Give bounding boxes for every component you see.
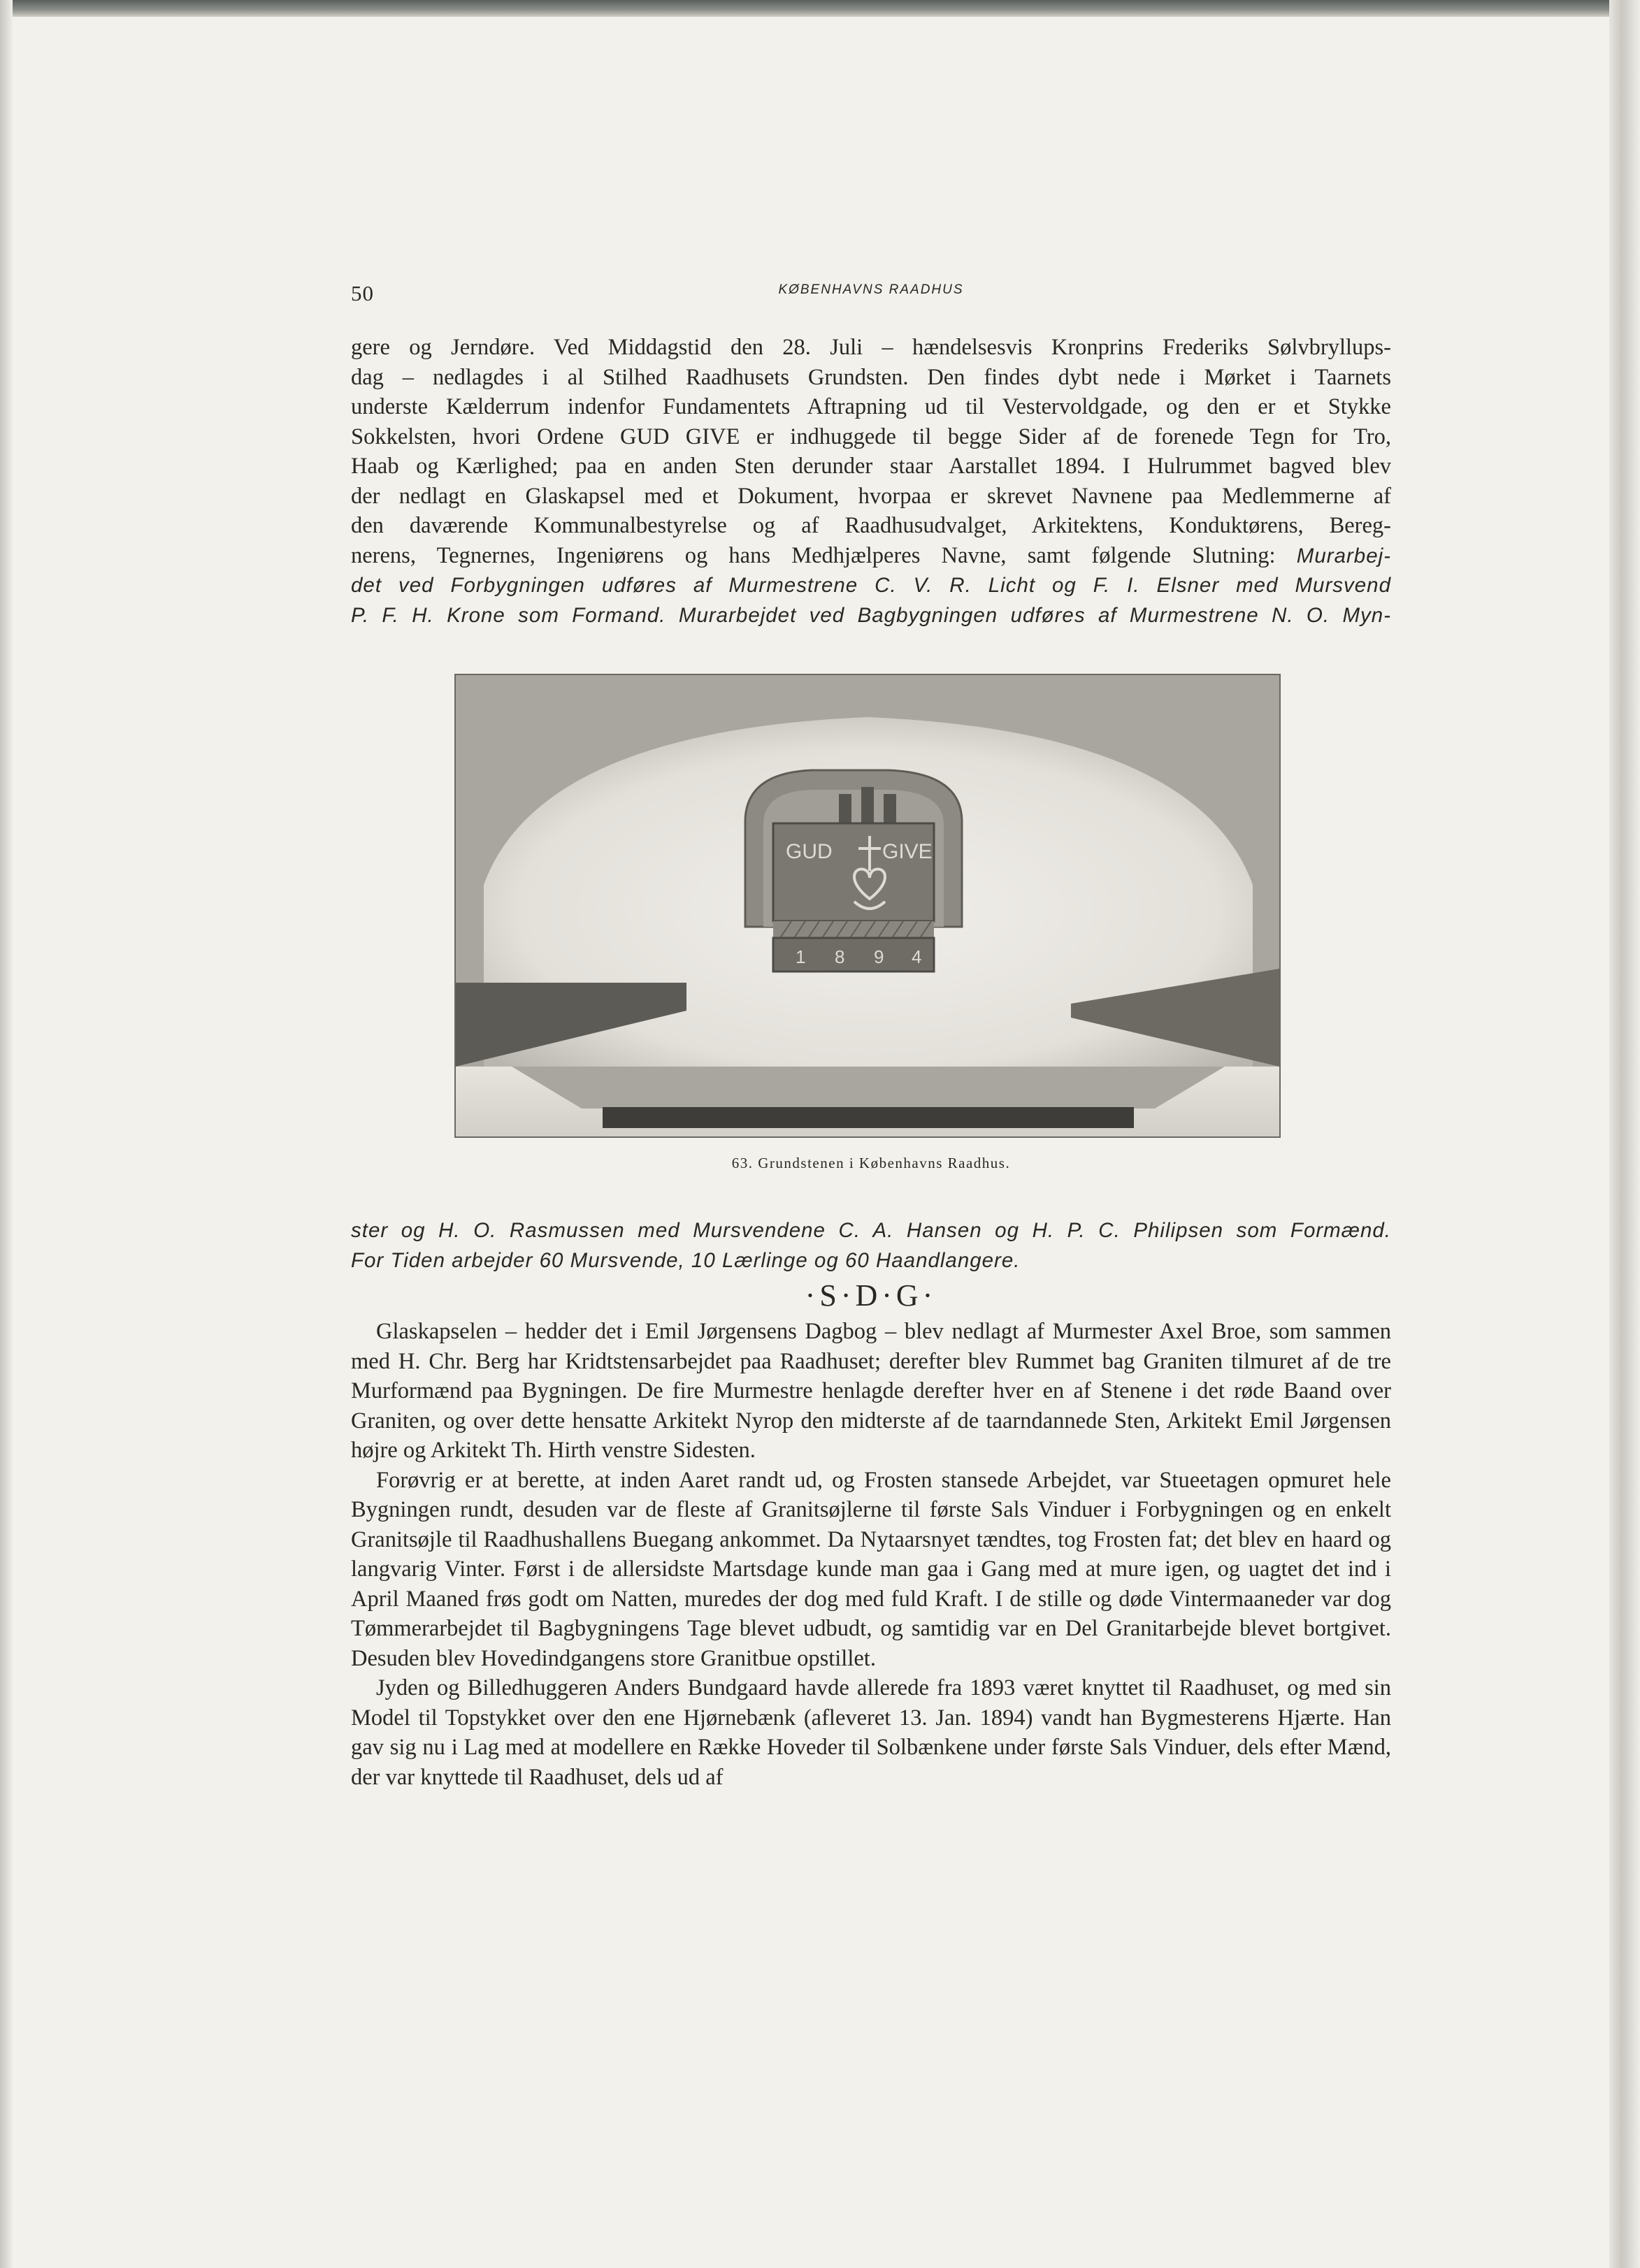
stone-text-right: GIVE	[882, 840, 933, 863]
foundation-stone-photo	[456, 675, 1279, 1136]
text-line: gere og Jerndøre. Ved Middagstid den 28. Juli – hændelsesvis Kronprins Frederiks Sølvbryllups-	[351, 335, 1391, 360]
italic-line: P. F. H. Krone som Formand. Murarbejdet ved Bagbygningen udføres af Murmestrene N. O. Myn-	[351, 603, 1391, 627]
hatched-band	[773, 921, 934, 938]
page-number: 50	[351, 281, 374, 305]
top-paragraph	[351, 333, 1391, 630]
text-line: Haab og Kærlighed; paa en anden Sten derunder staar Aarstallet 1894. I Hulrummet bagved blev	[351, 454, 1391, 479]
running-title: KØBENHAVNS RAADHUS	[778, 282, 964, 297]
text-line: der nedlagt en Glaskapsel med et Dokument, hvorpaa er skrevet Navnene paa Medlemmerne af	[351, 483, 1391, 509]
italic-line: ster og H. O. Rasmussen med Mursvendene C. A. Hansen og H. P. C. Philipsen som Formænd.	[351, 1219, 1391, 1242]
text-line: den daværende Kommunalbestyrelse og af Raadhusudvalget, Arkitektens, Konduktørens, Bereg-	[351, 513, 1391, 538]
text-line: dag – nedlagdes i al Stilhed Raadhusets Grundsten. Den findes dybt nede i Mørket i Taarnets	[351, 364, 1391, 390]
stone-text-left: GUD	[786, 840, 833, 863]
text-line: Sokkelsten, hvori Ordene GUD GIVE er indhuggede til begge Sider af de forenede Tegn for Tro,	[351, 424, 1391, 449]
tower-stone-left	[839, 794, 851, 823]
figure-photo	[454, 674, 1281, 1138]
year-digit: 1	[796, 946, 806, 967]
book-binding-top	[0, 0, 1640, 17]
page-header	[351, 277, 1391, 316]
paragraph: Jyden og Billedhuggeren Anders Bundgaard havde allerede fra 1893 været knyttet til Raadhuset, og med sin Model til Topstykket over den ene Hjørnebænk (afleveret 13. Jan. 1894) vandt han Bygmesterens Hjærte. Han gav sig nu i Lag med at modellere en Række Hoveder til Solbænkene under første Sals Vinduer, dels efter Mænd, der var knyttede til Raadhuset, dels ud af	[351, 1675, 1391, 1790]
text-line	[351, 541, 1391, 572]
sdg-inscription: ·S·D·G·	[805, 1278, 937, 1313]
page-edge-right	[1609, 0, 1640, 2268]
paragraph: Forøvrig er at berette, at inden Aaret randt ud, og Frosten stansede Arbejdet, var Stueetagen opmuret hele Bygningen rundt, desuden var de fleste af Granitsøjlerne til første Sals Vinduer i Forbygningen og en enkelt Granitsøjle til Raadhushallens Buegang ankommet. Da Nytaarsnyet tændtes, tog Frosten fat; det blev en haard og langvarig Vinter. Først i de allersidste Martsdage kunde man gaa i Gang med at mure igen, og uagtet det ind i April Maaned frøs godt om Natten, muredes der dog med fuld Kraft. I de stille og døde Vintermaaneder var dog Tømmerarbejdet til Bagbygningens Tage blevet udbudt, og samtidig var en Del Granitarbejde blevet bortgivet. Desuden blev Hovedindgangens store Granitbue opstillet.	[351, 1467, 1391, 1671]
year-digit: 4	[912, 946, 922, 967]
body-text	[351, 1317, 1391, 1792]
tower-stone-middle	[861, 787, 874, 823]
text-line: underste Kælderrum indenfor Fundamentets Aftrapning ud til Vestervoldgade, og den er et Stykke	[351, 394, 1391, 419]
foundation-stone	[773, 823, 934, 921]
italic-line: det ved Forbygningen udføres af Murmestrene C. V. R. Licht og F. I. Elsner med Mursvend	[351, 574, 1391, 597]
italic-line: For Tiden arbejder 60 Mursvende, 10 Lærlinge og 60 Haandlangere.	[351, 1248, 1021, 1272]
paragraph: Glaskapselen – hedder det i Emil Jørgensens Dagbog – blev nedlagt af Murmester Axel Broe, som sammen med H. Chr. Berg har Kridtstensarbejdet paa Raadhuset; derefter blev Rummet bag Graniten tilmuret af de tre Murformænd paa Bygningen. De fire Murmestre henlagde derefter hver en af Stenene i det røde Baand over Graniten, og over dette hensatte Arkitekt Nyrop den midterste af de taarndannede Sten, Arkitekt Emil Jørgensen højre og Arkitekt Th. Hirth venstre Sidesten.	[351, 1319, 1391, 1463]
figure-caption: 63. Grundstenen i Københavns Raadhus.	[731, 1155, 1011, 1171]
year-digit: 8	[835, 946, 845, 967]
year-digit: 9	[874, 946, 884, 967]
floor-slot	[603, 1107, 1134, 1128]
text-segment: nerens, Tegnernes, Ingeniørens og hans Medhjælperes Navne, samt følgende Slutning:	[351, 542, 1297, 568]
tower-stone-right	[884, 794, 896, 823]
italic-segment: Murarbej-	[1296, 544, 1391, 568]
italic-continuation	[351, 1216, 1391, 1276]
page-edge-left	[0, 0, 13, 2268]
